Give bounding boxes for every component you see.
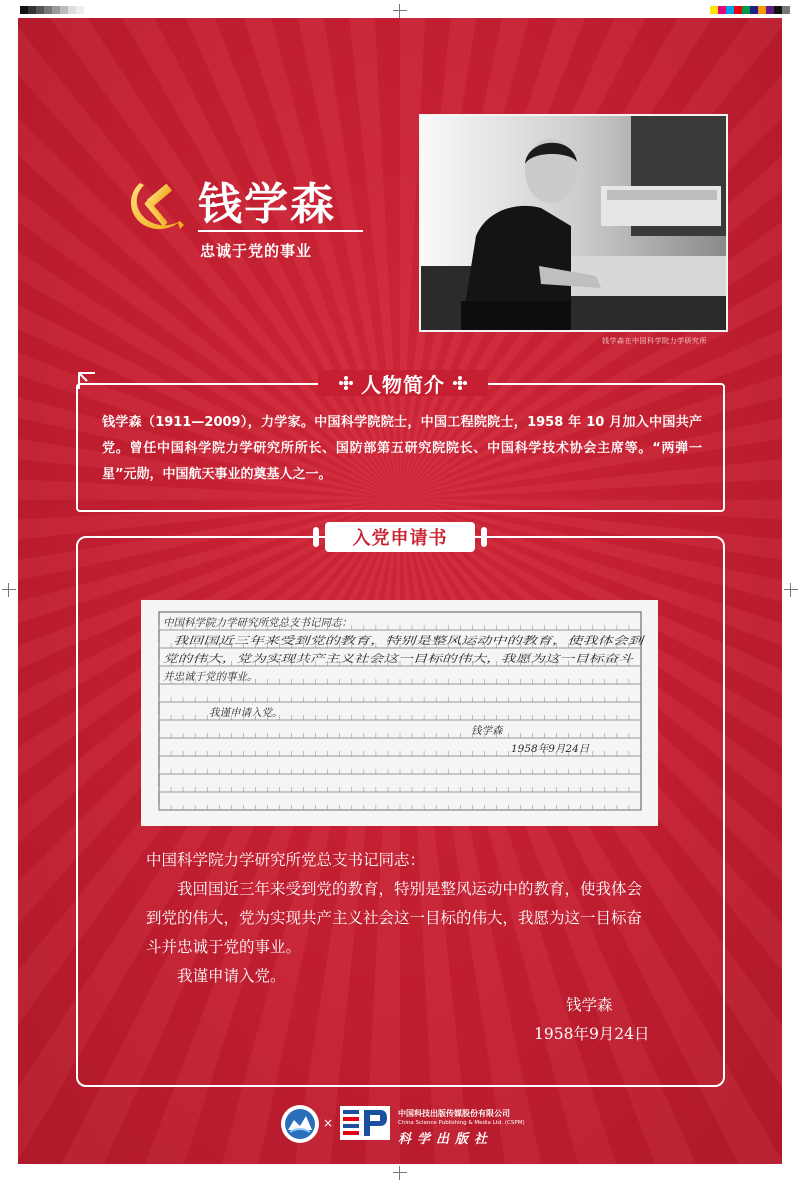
photo-caption: 钱学森在中国科学院力学研究所 bbox=[602, 337, 707, 345]
publisher-en: China Science Publishing & Media Ltd. (CSPM) bbox=[398, 1120, 525, 1126]
manuscript-line: 我谨申请入党。 bbox=[209, 707, 283, 719]
letter-transcript bbox=[146, 846, 656, 1043]
times-symbol: × bbox=[323, 1116, 334, 1130]
person-name: 钱学森 bbox=[198, 179, 336, 230]
intro-title-text: 人物简介 bbox=[361, 372, 445, 397]
letter-salutation: 中国科学院力学研究所党总支书记同志： bbox=[146, 851, 426, 869]
manuscript-line: 并忠诚于党的事业。 bbox=[163, 671, 258, 683]
letter-signature: 钱学森 bbox=[566, 996, 613, 1014]
portrait-photo bbox=[419, 114, 728, 332]
print-color-bar-left bbox=[20, 6, 84, 14]
footer bbox=[18, 1086, 782, 1156]
cspm-logo-icon bbox=[340, 1106, 390, 1140]
handwritten-manuscript bbox=[141, 600, 658, 826]
letter-date: 1958年9月24日 bbox=[534, 1025, 650, 1043]
corner-arrow-icon bbox=[76, 369, 98, 391]
manuscript-grid bbox=[141, 600, 658, 826]
publisher-cn: 中国科技出版传媒股份有限公司 bbox=[398, 1109, 510, 1118]
intro-text: 钱学森（1911—2009），力学家。中国科学院院士，中国工程院院士，1958 年 10 月加入中国共产党。曾任中国科学院力学研究所所长、国防部第五研究院院长、中国科学技术协会主席等。“两弹一星”元勋，中国航天事业的奠基人之一。 bbox=[102, 415, 702, 482]
name-underline bbox=[198, 230, 363, 232]
intro-title bbox=[318, 370, 488, 396]
association-logo-icon bbox=[280, 1104, 320, 1144]
crop-mark bbox=[784, 583, 798, 597]
publisher-press: 科学出版社 bbox=[398, 1132, 494, 1147]
print-color-bar-right bbox=[710, 6, 790, 14]
manuscript-line: 钱学森 bbox=[471, 725, 503, 737]
crop-mark bbox=[393, 1166, 407, 1180]
manuscript-line: 1958年9月24日 bbox=[511, 743, 590, 755]
person-subtitle: 忠诚于党的事业 bbox=[200, 242, 313, 260]
poster bbox=[18, 18, 782, 1164]
flower-ornament-icon bbox=[339, 376, 353, 390]
crop-mark bbox=[2, 583, 16, 597]
crop-mark bbox=[393, 4, 407, 18]
hammer-sickle-icon bbox=[122, 173, 186, 237]
application-title: 入党申请书 bbox=[325, 522, 475, 552]
letter-body: 我回国近三年来受到党的教育，特别是整风运动中的教育，使我体会到党的伟大，党为实现共产主义社会这一目标的伟大，我愿为这一目标奋斗并忠诚于党的事业。 bbox=[146, 880, 643, 956]
manuscript-line: 我回国近三年来受到党的教育，特别是整风运动中的教育，使我体会到 bbox=[173, 635, 647, 647]
flower-ornament-icon bbox=[453, 376, 467, 390]
letter-request: 我谨申请入党。 bbox=[177, 967, 286, 985]
manuscript-line: 中国科学院力学研究所党总支书记同志： bbox=[163, 617, 352, 629]
manuscript-line: 党的伟大，党为实现共产主义社会这一目标的伟大，我愿为这一目标奋斗 bbox=[163, 653, 634, 665]
